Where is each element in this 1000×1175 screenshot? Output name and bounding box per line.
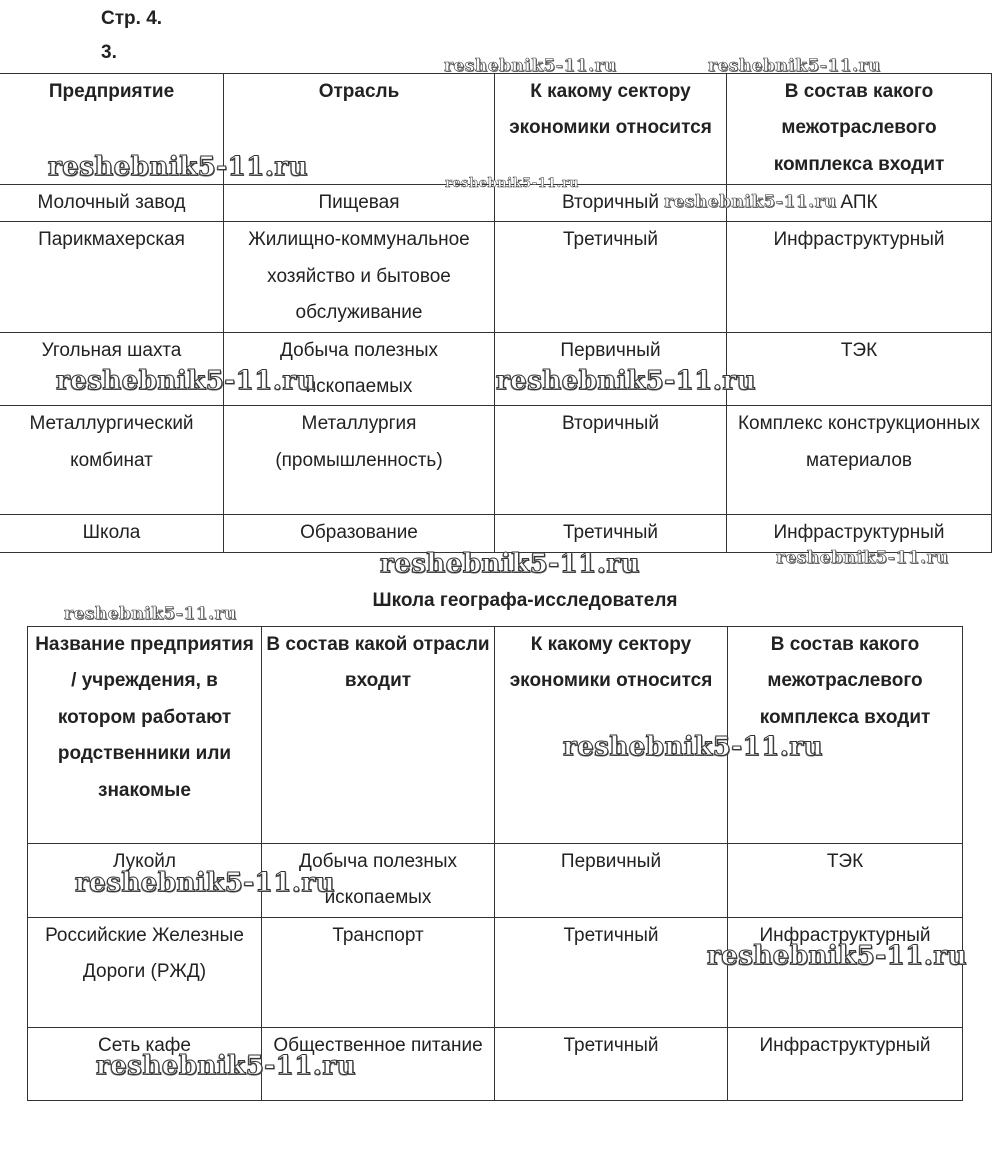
table-row xyxy=(28,844,963,918)
table-cell: Сеть кафе xyxy=(28,1027,262,1100)
column-header: Отрасль xyxy=(224,74,495,185)
page-number: Стр. 4. xyxy=(101,8,163,29)
table-cell: Молочный завод xyxy=(0,185,224,222)
table-cell: Лукойл xyxy=(28,844,262,918)
table-cell: Российские Железные Дороги (РЖД) xyxy=(28,917,262,1027)
table-cell: Образование xyxy=(224,515,495,552)
table-row xyxy=(0,222,992,332)
watermark: reshebnik5-11.ru xyxy=(776,548,949,568)
column-header: В состав какого межотраслевого комплекса входит xyxy=(727,74,992,185)
table-cell: Вторичный xyxy=(495,406,727,515)
table-cell: Жилищно-коммунальное хозяйство и бытовое обслуживание xyxy=(224,222,495,332)
table-cell: Инфраструктурный xyxy=(727,222,992,332)
watermark: reshebnik5-11.ru xyxy=(48,152,309,182)
table-cell: Металлургия (промышленность) xyxy=(224,406,495,515)
column-header: Предприятие xyxy=(0,74,224,185)
watermark: reshebnik5-11.ru xyxy=(444,56,617,76)
watermark: reshebnik5-11.ru xyxy=(563,732,824,762)
watermark: reshebnik5-11.ru xyxy=(664,192,837,212)
column-header: Название предприятия / учреждения, в котором работают родственники или знакомые xyxy=(28,627,262,844)
column-header: К какому сектору экономики относится xyxy=(495,74,727,185)
table-row xyxy=(28,917,963,1027)
research-table xyxy=(27,626,963,1101)
table-cell: Третичный xyxy=(495,515,727,552)
table-cell: Добыча полезных ископаемых xyxy=(262,844,495,918)
watermark: reshebnik5-11.ru xyxy=(708,56,881,76)
table-cell: Транспорт xyxy=(262,917,495,1027)
table-cell: Металлургический комбинат xyxy=(0,406,224,515)
table-cell: Комплекс конструкционных материалов xyxy=(727,406,992,515)
table-cell: Инфраструктурный xyxy=(728,917,963,1027)
watermark: reshebnik5-11.ru xyxy=(64,604,237,624)
table-header-row xyxy=(28,627,963,844)
table-cell: Третичный xyxy=(495,1027,728,1100)
table-row xyxy=(0,332,992,406)
table-cell: ТЭК xyxy=(727,332,992,406)
table-cell: Третичный xyxy=(495,917,728,1027)
table-cell: Добыча полезных ископаемых xyxy=(224,332,495,406)
column-header: В состав какой отрасли входит xyxy=(262,627,495,844)
industry-table xyxy=(0,73,992,553)
watermark: reshebnik5-11.ru xyxy=(380,549,641,579)
watermark: reshebnik5-11.ru xyxy=(56,366,317,396)
table-cell: АПК xyxy=(727,185,992,222)
watermark: reshebnik5-11.ru xyxy=(445,176,580,191)
table-row xyxy=(0,515,992,552)
watermark: reshebnik5-11.ru xyxy=(707,941,968,971)
table-header-row xyxy=(0,74,992,185)
column-header: В состав какого межотраслевого комплекса входит xyxy=(728,627,963,844)
watermark: reshebnik5-11.ru xyxy=(96,1051,357,1081)
table-cell: Инфраструктурный xyxy=(727,515,992,552)
table-cell: Инфраструктурный xyxy=(728,1027,963,1100)
table-cell: Парикмахерская xyxy=(0,222,224,332)
section-title: Школа географа-исследователя xyxy=(372,590,678,611)
table-row xyxy=(0,406,992,515)
watermark: reshebnik5-11.ru xyxy=(75,868,336,898)
table-cell: ТЭК xyxy=(728,844,963,918)
table-cell: Школа xyxy=(0,515,224,552)
table-cell: Угольная шахта xyxy=(0,332,224,406)
table-row xyxy=(0,185,992,222)
task-number: 3. xyxy=(101,42,117,63)
table-cell: Первичный xyxy=(495,332,727,406)
table-cell: Третичный xyxy=(495,222,727,332)
table-row xyxy=(28,1027,963,1100)
table-cell: Первичный xyxy=(495,844,728,918)
column-header: К какому сектору экономики относится xyxy=(495,627,728,844)
table-cell: Пищевая xyxy=(224,185,495,222)
table-cell: Вторичный xyxy=(495,185,727,222)
table-cell: Общественное питание xyxy=(262,1027,495,1100)
watermark: reshebnik5-11.ru xyxy=(496,366,757,396)
